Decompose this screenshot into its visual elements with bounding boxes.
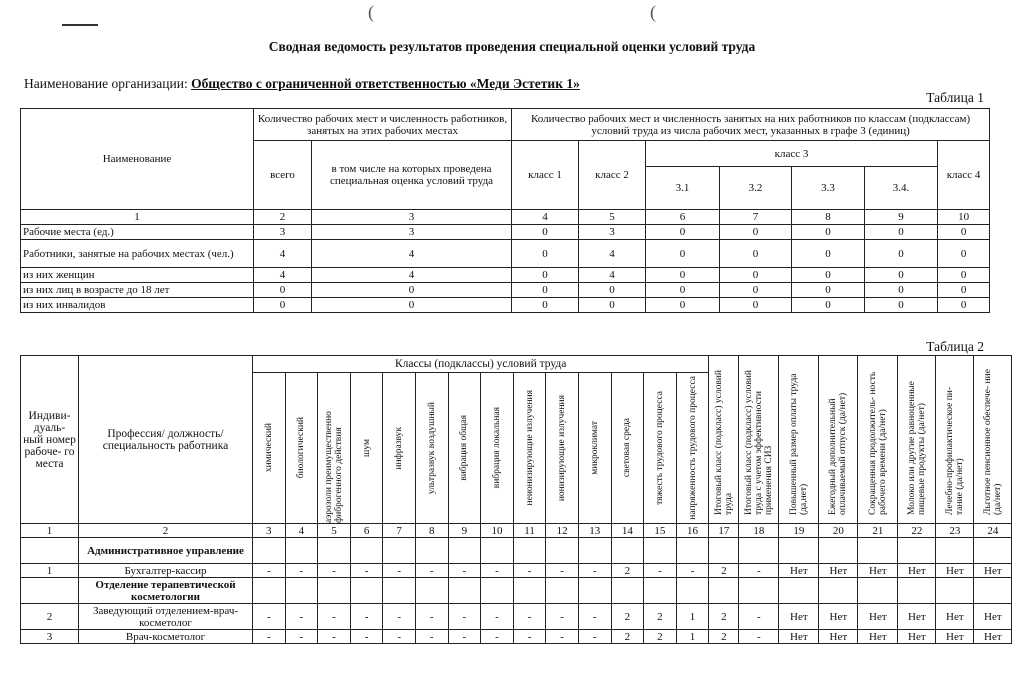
row-label: Рабочие места (ед.) <box>21 225 254 240</box>
table-cell: - <box>383 630 416 644</box>
empty-cell <box>481 538 514 564</box>
factor-header-text: шум <box>361 439 372 457</box>
table-cell: 0 <box>254 283 312 298</box>
table-cell: - <box>415 604 448 630</box>
table-cell: 0 <box>312 298 512 313</box>
empty-cell <box>578 578 611 604</box>
header-sout: в том числе на которых проведена специальная оценка условий труда <box>312 141 512 210</box>
column-number: 5 <box>579 210 646 225</box>
table-cell: Нет <box>898 564 936 578</box>
column-number: 22 <box>898 524 936 538</box>
table-cell: 2 <box>644 604 677 630</box>
empty-cell <box>383 578 416 604</box>
header-sub-3-2: 3.2 <box>720 167 792 210</box>
table-cell: 0 <box>720 268 792 283</box>
table-cell: 0 <box>865 225 938 240</box>
table-cell: 0 <box>512 240 579 268</box>
table-cell: 0 <box>792 240 865 268</box>
header-final-class-siz <box>739 356 779 524</box>
empty-cell <box>350 578 383 604</box>
empty-cell <box>285 538 318 564</box>
empty-cell <box>448 578 481 604</box>
column-number: 7 <box>720 210 792 225</box>
table-cell: Нет <box>819 564 858 578</box>
factor-header <box>350 373 383 524</box>
table-cell: 0 <box>865 240 938 268</box>
factor-header-text: световая среда <box>622 418 633 478</box>
empty-cell <box>318 538 351 564</box>
factor-header <box>676 373 709 524</box>
factor-header-text: химический <box>263 423 274 473</box>
empty-cell <box>285 578 318 604</box>
table-cell: 0 <box>254 298 312 313</box>
empty-cell <box>415 538 448 564</box>
column-number: 19 <box>779 524 819 538</box>
factor-header-text: неионизирующие излучения <box>524 390 535 506</box>
table-cell: - <box>285 564 318 578</box>
table-cell: - <box>481 630 514 644</box>
column-number: 21 <box>858 524 898 538</box>
factor-header <box>578 373 611 524</box>
table-cell: - <box>739 564 779 578</box>
header-short-hours-text: Сокращенная продолжитель- ность рабочего времени (да/нет) <box>867 371 888 515</box>
table-cell: - <box>513 604 546 630</box>
column-number: 16 <box>676 524 709 538</box>
table-cell: - <box>513 630 546 644</box>
column-number: 1 <box>21 210 254 225</box>
organization-name: Общество с ограниченной ответственностью «Меди Эстетик 1» <box>191 76 580 91</box>
column-number: 9 <box>865 210 938 225</box>
column-number: 8 <box>415 524 448 538</box>
table-cell: 0 <box>720 283 792 298</box>
empty-cell <box>546 578 579 604</box>
table-cell: 0 <box>938 268 990 283</box>
header-sub-3-3: 3.3 <box>792 167 865 210</box>
table-cell: - <box>415 630 448 644</box>
section-row <box>21 578 1012 604</box>
table-cell: 2 <box>611 604 644 630</box>
header-name: Наименование <box>21 109 254 210</box>
organization-label: Наименование организации: <box>24 76 188 91</box>
column-number: 3 <box>253 524 286 538</box>
empty-cell <box>21 578 79 604</box>
empty-cell <box>644 538 677 564</box>
column-number: 6 <box>646 210 720 225</box>
table-cell: - <box>578 604 611 630</box>
header-class1: класс 1 <box>512 141 579 210</box>
table-cell: 0 <box>938 298 990 313</box>
factor-header <box>415 373 448 524</box>
factor-header-text: инфразвук <box>394 426 405 470</box>
column-number: 8 <box>792 210 865 225</box>
table-cell: 0 <box>512 298 579 313</box>
empty-cell <box>819 578 858 604</box>
factor-header-text: микроклимат <box>589 421 600 475</box>
header-final-class-siz-text: Итоговый класс (подкласс) условий труда с учетом эффективности применения СИЗ <box>743 369 774 515</box>
table-cell: 0 <box>938 240 990 268</box>
header-sub-3-1: 3.1 <box>646 167 720 210</box>
table-cell: Нет <box>819 604 858 630</box>
factor-header-text: ультразвук воздушный <box>426 401 437 495</box>
empty-cell <box>448 538 481 564</box>
table-cell: - <box>285 604 318 630</box>
column-number: 4 <box>512 210 579 225</box>
table-row <box>21 604 1012 630</box>
empty-cell <box>513 538 546 564</box>
row-label: Работники, занятые на рабочих местах (чел.) <box>21 240 254 268</box>
table-cell: - <box>253 630 286 644</box>
workplaces-table <box>20 355 1012 644</box>
table-cell: 2 <box>709 604 739 630</box>
empty-cell <box>578 538 611 564</box>
table-cell: Нет <box>898 630 936 644</box>
header-workplace-id: Индиви- дуаль- ный номер рабоче- го места <box>21 356 79 524</box>
empty-cell <box>383 538 416 564</box>
table-cell: - <box>318 564 351 578</box>
table-cell: - <box>448 604 481 630</box>
header-extra-leave <box>819 356 858 524</box>
table-cell: 0 <box>579 283 646 298</box>
column-number: 10 <box>481 524 514 538</box>
empty-cell <box>709 578 739 604</box>
table-cell: - <box>253 564 286 578</box>
empty-cell <box>898 578 936 604</box>
table-cell: 3 <box>579 225 646 240</box>
table-cell: 0 <box>512 283 579 298</box>
table-cell: - <box>513 564 546 578</box>
empty-cell <box>350 538 383 564</box>
table-cell: 2 <box>709 630 739 644</box>
table-cell: Нет <box>779 630 819 644</box>
column-number: 2 <box>254 210 312 225</box>
factor-header <box>253 373 286 524</box>
header-short-hours <box>858 356 898 524</box>
table-cell: Нет <box>974 604 1012 630</box>
table-cell: 3 <box>312 225 512 240</box>
table-row <box>21 283 990 298</box>
header-final-class-text: Итоговый класс (подкласс) условий труда <box>713 369 734 515</box>
workplaces-table-body <box>21 524 1012 644</box>
table-cell: Нет <box>936 564 974 578</box>
row-label: из них лиц в возрасте до 18 лет <box>21 283 254 298</box>
table-cell: 3 <box>254 225 312 240</box>
workplace-id: 3 <box>21 630 79 644</box>
table-cell: 4 <box>312 240 512 268</box>
empty-cell <box>779 538 819 564</box>
table-cell: 0 <box>720 240 792 268</box>
factor-header <box>383 373 416 524</box>
header-extra-pay <box>779 356 819 524</box>
profession: Бухгалтер-кассир <box>79 564 253 578</box>
column-number: 6 <box>350 524 383 538</box>
empty-cell <box>819 538 858 564</box>
table-cell: Нет <box>974 630 1012 644</box>
factor-header <box>644 373 677 524</box>
header-sub-3-4: 3.4. <box>865 167 938 210</box>
table-cell: - <box>644 564 677 578</box>
header-class2: класс 2 <box>579 141 646 210</box>
table-cell: - <box>546 564 579 578</box>
table-cell: Нет <box>936 604 974 630</box>
workplace-id: 2 <box>21 604 79 630</box>
empty-cell <box>858 578 898 604</box>
header-extra-pay-text: Повышенный размер оплаты труда (да,нет) <box>788 372 809 515</box>
table-row <box>21 298 990 313</box>
empty-cell <box>676 578 709 604</box>
column-number: 24 <box>974 524 1012 538</box>
summary-table-body <box>21 210 990 313</box>
table-cell: 0 <box>792 225 865 240</box>
table-cell: 0 <box>512 268 579 283</box>
table-cell: - <box>285 630 318 644</box>
header-condition-classes: Классы (подклассы) условий труда <box>253 356 709 373</box>
table-row <box>21 630 1012 644</box>
table-row <box>21 240 990 268</box>
column-number: 9 <box>448 524 481 538</box>
column-number: 13 <box>578 524 611 538</box>
empty-cell <box>644 578 677 604</box>
table-row <box>21 564 1012 578</box>
table-cell: 0 <box>792 268 865 283</box>
header-class3: класс 3 <box>646 141 938 167</box>
table-cell: - <box>578 564 611 578</box>
table-cell: 0 <box>938 283 990 298</box>
table-cell: Нет <box>858 564 898 578</box>
table1-caption: Таблица 1 <box>926 90 984 105</box>
header-class4: класс 4 <box>938 141 990 210</box>
table-cell: 0 <box>865 268 938 283</box>
table-cell: 0 <box>646 283 720 298</box>
column-number: 3 <box>312 210 512 225</box>
table-cell: 4 <box>579 268 646 283</box>
empty-cell <box>898 538 936 564</box>
factor-header <box>448 373 481 524</box>
factor-header <box>546 373 579 524</box>
table-cell: 0 <box>312 283 512 298</box>
table-cell: - <box>350 564 383 578</box>
table-cell: 2 <box>709 564 739 578</box>
empty-cell <box>858 538 898 564</box>
table-cell: Нет <box>936 630 974 644</box>
table-cell: - <box>415 564 448 578</box>
table-cell: Нет <box>779 604 819 630</box>
column-number: 4 <box>285 524 318 538</box>
empty-cell <box>611 578 644 604</box>
factor-header-text: тяжесть трудового процесса <box>654 391 665 505</box>
table-cell: Нет <box>819 630 858 644</box>
header-classes: Количество рабочих мест и численность занятых на них работников по классам (подклассам) условий труда из числа рабочих мест, указанных в графе 3 (единиц) <box>512 109 990 141</box>
header-milk-text: Молоко или другие равноценные пищевые продукты (да/нет) <box>906 380 927 515</box>
header-total: всего <box>254 141 312 210</box>
factor-header <box>285 373 318 524</box>
header-pension <box>974 356 1012 524</box>
profession: Врач-косметолог <box>79 630 253 644</box>
column-number: 7 <box>383 524 416 538</box>
scan-mark <box>62 24 98 26</box>
table-cell: - <box>318 604 351 630</box>
table-cell: 2 <box>611 630 644 644</box>
table-cell: 4 <box>579 240 646 268</box>
empty-cell <box>974 538 1012 564</box>
factor-header <box>318 373 351 524</box>
table-row <box>21 268 990 283</box>
profession: Заведующий отделением-врач-косметолог <box>79 604 253 630</box>
table-cell: 4 <box>312 268 512 283</box>
table-cell: 0 <box>512 225 579 240</box>
table-cell: 1 <box>676 630 709 644</box>
header-final-class <box>709 356 739 524</box>
table-cell: - <box>383 564 416 578</box>
empty-cell <box>739 538 779 564</box>
empty-cell <box>709 538 739 564</box>
empty-cell <box>676 538 709 564</box>
table-cell: 2 <box>611 564 644 578</box>
column-number: 5 <box>318 524 351 538</box>
factor-header <box>611 373 644 524</box>
table-cell: - <box>546 604 579 630</box>
table-cell: 0 <box>792 283 865 298</box>
header-med-food-text: Лечебно-профилактическое пи- тание (да/нет) <box>944 386 965 515</box>
factor-header-text: ионизирующие излучения <box>557 394 568 502</box>
empty-cell <box>936 538 974 564</box>
empty-cell <box>779 578 819 604</box>
factor-header-text: биологический <box>296 417 307 479</box>
table2-caption: Таблица 2 <box>926 339 984 354</box>
table-cell: Нет <box>858 604 898 630</box>
header-qty: Количество рабочих мест и численность работников, занятых на этих рабочих местах <box>254 109 512 141</box>
table-cell: - <box>578 630 611 644</box>
empty-cell <box>739 578 779 604</box>
table-cell: 0 <box>792 298 865 313</box>
column-number: 20 <box>819 524 858 538</box>
scan-bracket-right: ( <box>650 2 656 22</box>
factor-header-text: аэрозоли преимущественно фиброгенного действия <box>323 411 344 523</box>
table-cell: - <box>448 564 481 578</box>
workplace-id: 1 <box>21 564 79 578</box>
column-number: 10 <box>938 210 990 225</box>
header-milk <box>898 356 936 524</box>
page-title: Сводная ведомость результатов проведения специальной оценки условий труда <box>268 39 756 54</box>
table-cell: - <box>481 564 514 578</box>
column-numbers-row <box>21 524 1012 538</box>
table-cell: 0 <box>938 225 990 240</box>
empty-cell <box>318 578 351 604</box>
table-cell: 0 <box>865 298 938 313</box>
empty-cell <box>253 538 286 564</box>
column-number: 17 <box>709 524 739 538</box>
row-label: из них инвалидов <box>21 298 254 313</box>
empty-cell <box>974 578 1012 604</box>
factor-header <box>481 373 514 524</box>
empty-cell <box>481 578 514 604</box>
column-number: 1 <box>21 524 79 538</box>
table-cell: - <box>676 564 709 578</box>
table-cell: 4 <box>254 240 312 268</box>
empty-cell <box>513 578 546 604</box>
table-cell: Нет <box>858 630 898 644</box>
empty-cell <box>611 538 644 564</box>
table-cell: 0 <box>646 298 720 313</box>
organization-line <box>24 76 580 92</box>
header-profession: Профессия/ должность/ специальность работника <box>79 356 253 524</box>
empty-cell <box>415 578 448 604</box>
column-number: 23 <box>936 524 974 538</box>
header-extra-leave-text: Ежегодный дополнительный оплачиваемый отпуск (да/нет) <box>828 392 849 515</box>
table-cell: - <box>350 630 383 644</box>
table-cell: Нет <box>779 564 819 578</box>
empty-cell <box>546 538 579 564</box>
table-cell: - <box>546 630 579 644</box>
table-row <box>21 225 990 240</box>
header-pension-text: Льготное пенсионное обеспече- ние (да/нет) <box>982 368 1003 515</box>
table-cell: 2 <box>644 630 677 644</box>
column-number: 15 <box>644 524 677 538</box>
table-cell: - <box>383 604 416 630</box>
table-cell: 0 <box>720 225 792 240</box>
column-number: 2 <box>79 524 253 538</box>
table-cell: 1 <box>676 604 709 630</box>
column-number: 11 <box>513 524 546 538</box>
table-cell: - <box>481 604 514 630</box>
section-label: Отделение терапевтической косметологии <box>79 578 253 604</box>
row-label: из них женщин <box>21 268 254 283</box>
table-cell: - <box>253 604 286 630</box>
table-cell: - <box>350 604 383 630</box>
table-cell: 0 <box>646 225 720 240</box>
column-number: 18 <box>739 524 779 538</box>
factor-header-text: вибрация локальная <box>491 407 502 489</box>
table-cell: - <box>739 604 779 630</box>
empty-cell <box>253 578 286 604</box>
table-cell: 0 <box>865 283 938 298</box>
factor-header-text: вибрация общая <box>459 415 470 481</box>
column-number: 12 <box>546 524 579 538</box>
scan-bracket-left: ( <box>368 2 374 22</box>
table-cell: - <box>448 630 481 644</box>
table-cell: 0 <box>646 240 720 268</box>
table-cell: - <box>318 630 351 644</box>
table-cell: - <box>739 630 779 644</box>
table-cell: 0 <box>720 298 792 313</box>
header-med-food <box>936 356 974 524</box>
factor-header-text: напряженность трудового процесса <box>687 376 698 520</box>
column-numbers-row <box>21 210 990 225</box>
column-number: 14 <box>611 524 644 538</box>
table-cell: 0 <box>579 298 646 313</box>
summary-table <box>20 108 990 313</box>
table-cell: Нет <box>974 564 1012 578</box>
empty-cell <box>936 578 974 604</box>
empty-cell <box>21 538 79 564</box>
table-cell: 0 <box>646 268 720 283</box>
factor-header <box>513 373 546 524</box>
table-cell: 4 <box>254 268 312 283</box>
section-label: Административное управление <box>79 538 253 564</box>
table-cell: Нет <box>898 604 936 630</box>
section-row <box>21 538 1012 564</box>
